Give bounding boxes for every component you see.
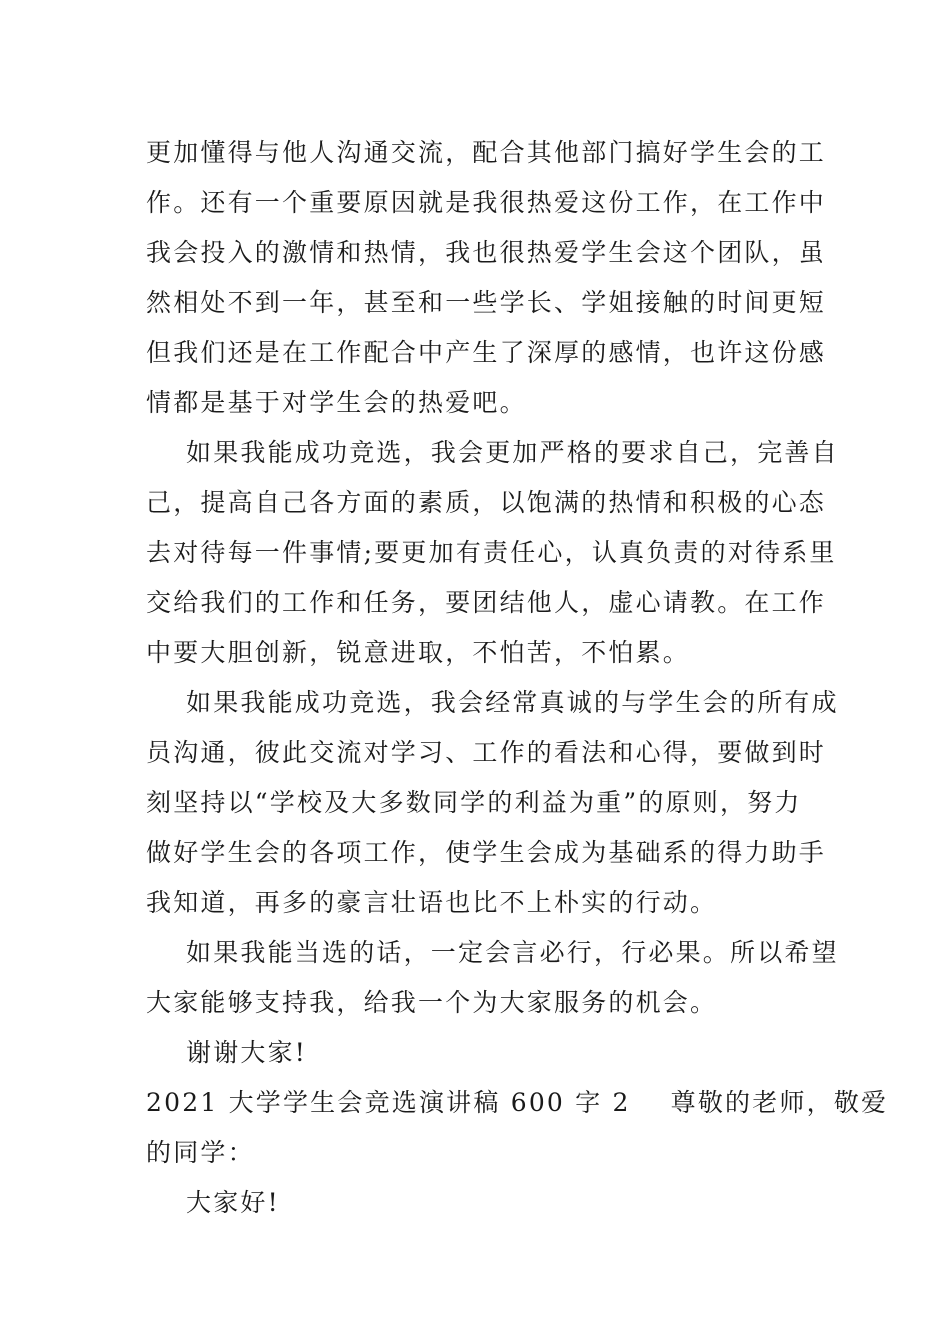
document-body [146,128,889,1228]
paragraph-line: 然相处不到一年，甚至和一些学长、学姐接触的时间更短 [146,288,827,317]
paragraph-line: 如果我能成功竞选，我会更加严格的要求自己，完善自 [186,438,839,467]
salutation-start: 尊敬的老师，敬爱 [670,1088,889,1117]
paragraph-line: 去对待每一件事情;要更加有责任心，认真负责的对待系里 [146,538,837,567]
paragraph-1 [146,128,827,428]
paragraph-2 [146,428,839,678]
paragraph-line: 作。还有一个重要原因就是我很热爱这份工作，在工作中 [146,188,827,217]
paragraph-line: 己，提高自己各方面的素质，以饱满的热情和积极的心态 [146,488,827,517]
paragraph-line: 大家能够支持我，给我一个为大家服务的机会。 [146,988,718,1017]
paragraph-line: 做好学生会的各项工作，使学生会成为基础系的得力助手 [146,838,827,867]
paragraph-line: 刻坚持以“学校及大多数同学的利益为重”的原则，努力 [146,788,802,817]
paragraph-3 [146,678,839,928]
paragraph-line: 更加懂得与他人沟通交流，配合其他部门搞好学生会的工 [146,138,827,167]
next-speech-heading [146,1078,889,1128]
greeting-line: 大家好! [186,1188,280,1217]
paragraph-line: 情都是基于对学生会的热爱吧。 [146,388,527,417]
next-speech-title: 2021 大学学生会竞选演讲稿 600 字 2 [146,1088,631,1117]
paragraph-line: 员沟通，彼此交流对学习、工作的看法和心得，要做到时 [146,738,827,767]
paragraph-line: 如果我能成功竞选，我会经常真诚的与学生会的所有成 [186,688,839,717]
thanks-line: 谢谢大家! [186,1038,308,1067]
paragraph-line: 我知道，再多的豪言壮语也比不上朴实的行动。 [146,888,718,917]
paragraph-line: 如果我能当选的话，一定会言必行，行必果。所以希望 [186,938,839,967]
salutation-end: 的同学： [146,1138,255,1167]
paragraph-line: 但我们还是在工作配合中产生了深厚的感情，也许这份感 [146,338,827,367]
paragraph-line: 交给我们的工作和任务，要团结他人，虚心请教。在工作 [146,588,827,617]
paragraph-line: 我会投入的激情和热情，我也很热爱学生会这个团队，虽 [146,238,827,267]
paragraph-4 [146,928,839,1028]
paragraph-line: 中要大胆创新，锐意进取，不怕苦，不怕累。 [146,638,691,667]
